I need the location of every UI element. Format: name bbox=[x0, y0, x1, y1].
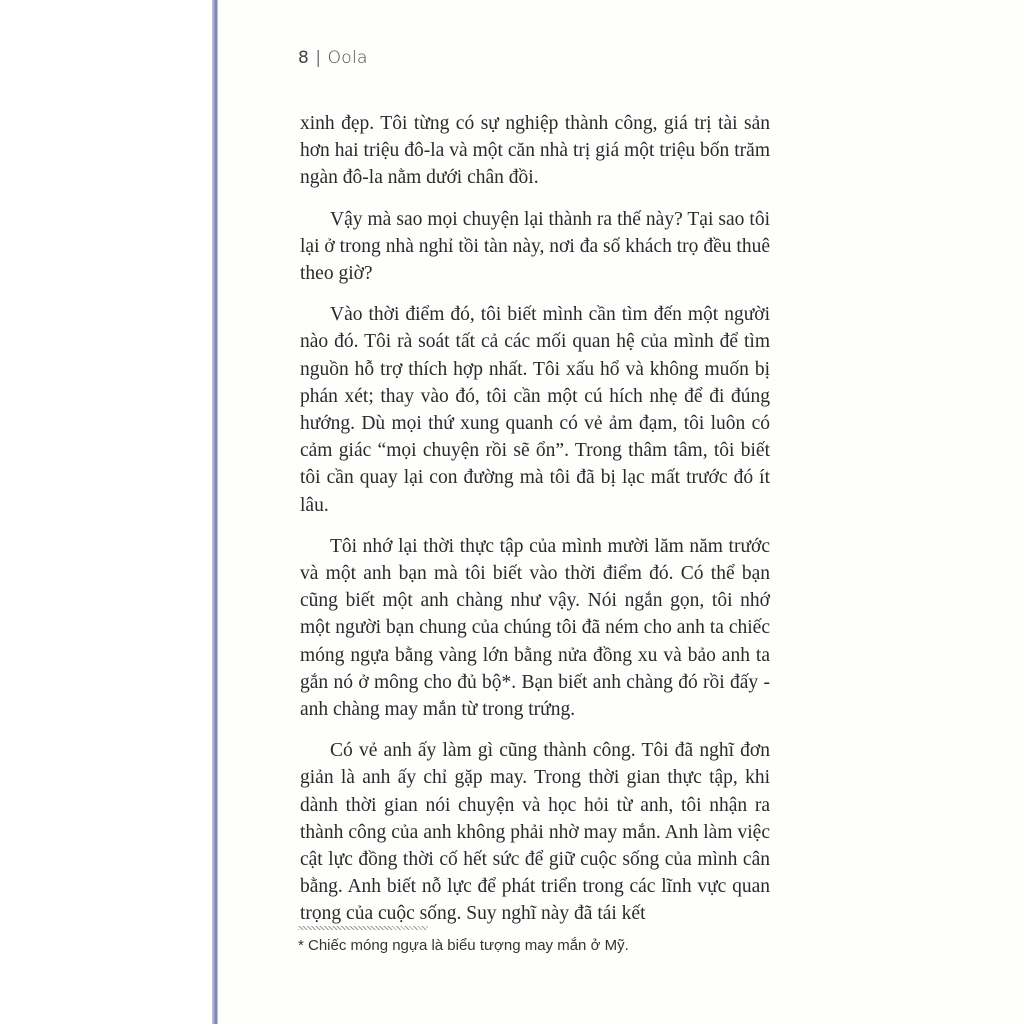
header-separator: | bbox=[315, 48, 322, 68]
running-header bbox=[298, 48, 368, 68]
paragraph-4: Tôi nhớ lại thời thực tập của mình mười lăm năm trước và một anh bạn mà tôi biết vào thời điểm đó. Có thể bạn cũng biết một anh chàng như vậy. Nói ngắn gọn, tôi nhớ một người bạn chung của chúng tôi đã ném cho anh ta chiếc móng ngựa bằng vàng lớn bằng nửa đồng xu và bảo anh ta gắn nó ở mông cho đủ bộ*. Bạn biết anh chàng đó rồi đấy - anh chàng may mắn từ trong trứng. bbox=[300, 535, 770, 721]
series-title: Oola bbox=[327, 48, 368, 68]
footnote: * Chiếc móng ngựa là biểu tượng may mắn ở Mỹ. bbox=[298, 937, 629, 954]
body-text bbox=[300, 110, 770, 942]
paragraph-5: Có vẻ anh ấy làm gì cũng thành công. Tôi đã nghĩ đơn giản là anh ấy chỉ gặp may. Trong thời gian thực tập, khi dành thời gian nói chuyện và học hỏi từ anh, tôi nhận ra thành công của anh không phải nhờ may mắn. Anh làm việc cật lực đồng thời cố hết sức để giữ cuộc sống của mình cân bằng. Anh biết nỗ lực để phát triển trong các lĩnh vực quan trọng của cuộc sống. Suy nghĩ này đã tái kết bbox=[300, 740, 770, 925]
paragraph-3: Vào thời điểm đó, tôi biết mình cần tìm đến một người nào đó. Tôi rà soát tất cả các mối quan hệ của mình để tìm nguồn hỗ trợ thích hợp nhất. Tôi xấu hổ và không muốn bị phán xét; thay vào đó, tôi cần một cú hích nhẹ để đi đúng hướng. Dù mọi thứ xung quanh có vẻ ảm đạm, tôi luôn có cảm giác “mọi chuyện rồi sẽ ổn”. Trong thâm tâm, tôi biết tôi cần quay lại con đường mà tôi đã bị lạc mất trước đó ít lâu. bbox=[300, 304, 770, 516]
footnote-divider bbox=[298, 926, 428, 930]
page-number: 8 bbox=[298, 48, 310, 68]
paragraph-1: xinh đẹp. Tôi từng có sự nghiệp thành công, giá trị tài sản hơn hai triệu đô-la và một căn nhà trị giá một triệu bốn trăm ngàn đô-la nằm dưới chân đồi. bbox=[300, 113, 770, 189]
paragraph-2: Vậy mà sao mọi chuyện lại thành ra thế này? Tại sao tôi lại ở trong nhà nghỉ tồi tàn này, nơi đa số khách trọ đều thuê theo giờ? bbox=[300, 208, 770, 285]
